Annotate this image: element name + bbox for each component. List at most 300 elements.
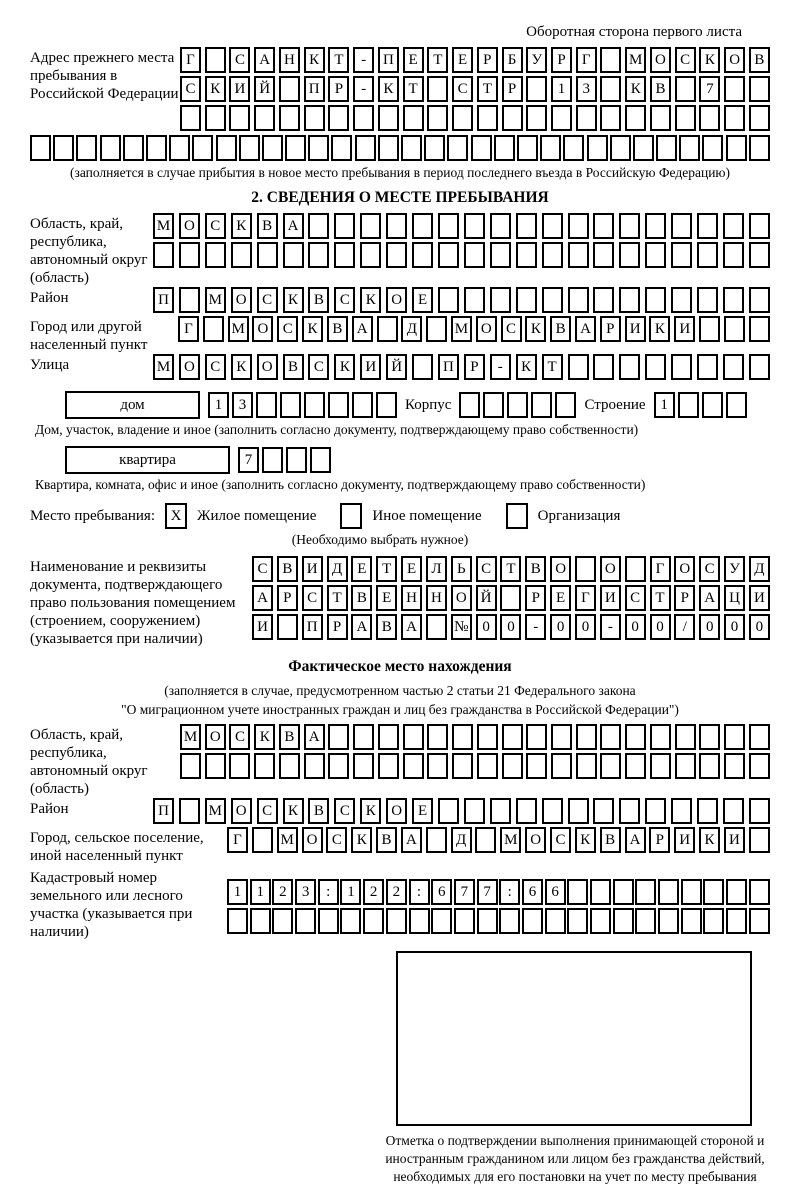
grid-cell[interactable] <box>593 287 614 313</box>
grid-cell[interactable] <box>568 242 589 268</box>
grid-cell[interactable] <box>438 242 459 268</box>
grid-cell[interactable] <box>502 724 523 750</box>
grid-cell[interactable] <box>262 447 283 473</box>
grid-cell[interactable] <box>703 879 724 905</box>
grid-cell[interactable]: 1 <box>208 392 229 418</box>
grid-cell[interactable] <box>378 724 399 750</box>
grid-cell[interactable]: М <box>277 827 298 853</box>
grid-cell[interactable] <box>723 287 744 313</box>
grid-cell[interactable] <box>179 242 200 268</box>
grid-cell[interactable]: 0 <box>699 614 720 640</box>
grid-cell[interactable]: К <box>625 76 646 102</box>
grid-cell[interactable]: С <box>205 213 226 239</box>
grid-cell[interactable] <box>53 135 74 161</box>
grid-cell[interactable]: Т <box>427 47 448 73</box>
grid-cell[interactable] <box>363 908 384 934</box>
grid-cell[interactable] <box>699 724 720 750</box>
grid-cell[interactable]: А <box>625 827 646 853</box>
grid-cell[interactable] <box>452 753 473 779</box>
grid-cell[interactable] <box>545 908 566 934</box>
grid-cell[interactable] <box>635 879 656 905</box>
grid-cell[interactable]: С <box>205 354 226 380</box>
grid-cell[interactable]: Е <box>376 585 397 611</box>
grid-cell[interactable] <box>625 753 646 779</box>
grid-cell[interactable] <box>438 213 459 239</box>
grid-cell[interactable] <box>328 753 349 779</box>
grid-cell[interactable] <box>340 908 361 934</box>
grid-cell[interactable]: Г <box>576 47 597 73</box>
grid-cell[interactable] <box>464 798 485 824</box>
grid-cell[interactable] <box>431 908 452 934</box>
grid-cell[interactable] <box>318 908 339 934</box>
grid-cell[interactable]: С <box>277 316 298 342</box>
grid-cell[interactable] <box>551 105 572 131</box>
grid-cell[interactable] <box>490 213 511 239</box>
grid-cell[interactable]: П <box>153 287 174 313</box>
grid-cell[interactable] <box>650 753 671 779</box>
grid-cell[interactable]: 6 <box>522 879 543 905</box>
grid-cell[interactable] <box>724 105 745 131</box>
grid-cell[interactable]: 0 <box>550 614 571 640</box>
grid-cell[interactable] <box>205 242 226 268</box>
grid-cell[interactable] <box>645 287 666 313</box>
grid-cell[interactable] <box>516 287 537 313</box>
grid-cell[interactable] <box>475 827 496 853</box>
grid-cell[interactable] <box>477 908 498 934</box>
grid-cell[interactable]: П <box>304 76 325 102</box>
grid-cell[interactable]: В <box>525 556 546 582</box>
grid-cell[interactable] <box>726 135 747 161</box>
grid-cell[interactable] <box>587 135 608 161</box>
grid-cell[interactable] <box>531 392 552 418</box>
grid-cell[interactable]: 0 <box>575 614 596 640</box>
grid-cell[interactable]: 1 <box>340 879 361 905</box>
grid-cell[interactable]: Й <box>254 76 275 102</box>
grid-cell[interactable]: 0 <box>625 614 646 640</box>
grid-cell[interactable]: А <box>699 585 720 611</box>
grid-cell[interactable] <box>216 135 237 161</box>
grid-cell[interactable] <box>378 105 399 131</box>
grid-cell[interactable]: Н <box>426 585 447 611</box>
grid-cell[interactable]: К <box>649 316 670 342</box>
grid-cell[interactable] <box>328 724 349 750</box>
grid-cell[interactable] <box>613 879 634 905</box>
grid-cell[interactable]: С <box>252 556 273 582</box>
grid-cell[interactable]: А <box>575 316 596 342</box>
grid-cell[interactable] <box>401 135 422 161</box>
grid-cell[interactable]: М <box>625 47 646 73</box>
grid-cell[interactable] <box>328 392 349 418</box>
grid-cell[interactable] <box>426 316 447 342</box>
grid-cell[interactable] <box>250 908 271 934</box>
grid-cell[interactable] <box>526 76 547 102</box>
grid-cell[interactable]: В <box>351 585 372 611</box>
grid-cell[interactable] <box>360 213 381 239</box>
grid-cell[interactable] <box>409 908 430 934</box>
grid-cell[interactable]: Й <box>476 585 497 611</box>
grid-cell[interactable] <box>675 76 696 102</box>
grid-cell[interactable]: К <box>304 47 325 73</box>
grid-cell[interactable]: С <box>302 585 323 611</box>
grid-cell[interactable]: 3 <box>576 76 597 102</box>
grid-cell[interactable] <box>697 287 718 313</box>
grid-cell[interactable]: И <box>674 827 695 853</box>
grid-cell[interactable]: 1 <box>227 879 248 905</box>
grid-cell[interactable] <box>403 105 424 131</box>
grid-cell[interactable] <box>279 76 300 102</box>
grid-cell[interactable] <box>483 392 504 418</box>
grid-cell[interactable]: К <box>351 827 372 853</box>
grid-cell[interactable]: К <box>283 287 304 313</box>
grid-cell[interactable] <box>360 242 381 268</box>
grid-cell[interactable] <box>703 908 724 934</box>
grid-cell[interactable] <box>471 135 492 161</box>
grid-cell[interactable] <box>555 392 576 418</box>
grid-cell[interactable] <box>645 242 666 268</box>
grid-cell[interactable]: В <box>279 724 300 750</box>
grid-cell[interactable] <box>477 753 498 779</box>
grid-cell[interactable] <box>100 135 121 161</box>
grid-cell[interactable]: Г <box>575 585 596 611</box>
grid-cell[interactable]: Е <box>412 798 433 824</box>
grid-cell[interactable] <box>568 213 589 239</box>
grid-cell[interactable] <box>516 242 537 268</box>
grid-cell[interactable] <box>526 724 547 750</box>
grid-cell[interactable]: В <box>308 798 329 824</box>
grid-cell[interactable]: С <box>334 798 355 824</box>
grid-cell[interactable] <box>285 135 306 161</box>
grid-cell[interactable] <box>568 354 589 380</box>
grid-cell[interactable]: В <box>650 76 671 102</box>
grid-cell[interactable]: Е <box>550 585 571 611</box>
grid-cell[interactable] <box>650 724 671 750</box>
grid-cell[interactable] <box>123 135 144 161</box>
grid-cell[interactable] <box>262 135 283 161</box>
grid-cell[interactable]: О <box>257 354 278 380</box>
grid-cell[interactable]: К <box>699 47 720 73</box>
grid-cell[interactable] <box>295 908 316 934</box>
grid-cell[interactable] <box>464 287 485 313</box>
grid-cell[interactable]: М <box>205 798 226 824</box>
grid-cell[interactable]: 0 <box>724 614 745 640</box>
grid-cell[interactable]: И <box>674 316 695 342</box>
grid-cell[interactable]: О <box>724 47 745 73</box>
grid-cell[interactable] <box>645 354 666 380</box>
grid-cell[interactable] <box>279 105 300 131</box>
grid-cell[interactable] <box>310 447 331 473</box>
grid-cell[interactable]: А <box>351 614 372 640</box>
grid-cell[interactable] <box>179 287 200 313</box>
grid-cell[interactable]: А <box>352 316 373 342</box>
grid-cell[interactable] <box>600 76 621 102</box>
grid-cell[interactable]: 7 <box>477 879 498 905</box>
grid-cell[interactable]: Т <box>327 585 348 611</box>
grid-cell[interactable] <box>452 105 473 131</box>
grid-cell[interactable]: Р <box>674 585 695 611</box>
grid-cell[interactable] <box>679 135 700 161</box>
grid-cell[interactable] <box>146 135 167 161</box>
grid-cell[interactable] <box>452 724 473 750</box>
grid-cell[interactable] <box>749 827 770 853</box>
grid-cell[interactable] <box>438 287 459 313</box>
grid-cell[interactable] <box>180 753 201 779</box>
grid-cell[interactable] <box>153 242 174 268</box>
grid-cell[interactable] <box>424 135 445 161</box>
grid-cell[interactable] <box>477 724 498 750</box>
grid-cell[interactable]: И <box>749 585 770 611</box>
grid-cell[interactable]: 0 <box>476 614 497 640</box>
grid-cell[interactable] <box>252 827 273 853</box>
grid-cell[interactable] <box>454 908 475 934</box>
grid-cell[interactable]: А <box>304 724 325 750</box>
grid-cell[interactable]: О <box>252 316 273 342</box>
grid-cell[interactable]: Т <box>542 354 563 380</box>
grid-cell[interactable]: С <box>257 287 278 313</box>
grid-cell[interactable]: Р <box>502 76 523 102</box>
grid-cell[interactable] <box>522 908 543 934</box>
checkbox-inoe-pomeshchenie[interactable] <box>340 503 362 529</box>
grid-cell[interactable]: Н <box>279 47 300 73</box>
grid-cell[interactable]: П <box>153 798 174 824</box>
grid-cell[interactable]: О <box>205 724 226 750</box>
grid-cell[interactable] <box>526 753 547 779</box>
grid-cell[interactable]: Т <box>328 47 349 73</box>
grid-cell[interactable]: Е <box>351 556 372 582</box>
grid-cell[interactable] <box>724 316 745 342</box>
grid-cell[interactable]: А <box>283 213 304 239</box>
grid-cell[interactable]: С <box>452 76 473 102</box>
grid-cell[interactable]: 7 <box>238 447 259 473</box>
grid-cell[interactable] <box>500 585 521 611</box>
grid-cell[interactable] <box>563 135 584 161</box>
grid-cell[interactable] <box>726 392 747 418</box>
grid-cell[interactable]: 1 <box>250 879 271 905</box>
grid-cell[interactable] <box>625 105 646 131</box>
grid-cell[interactable] <box>645 798 666 824</box>
grid-cell[interactable]: К <box>516 354 537 380</box>
grid-cell[interactable]: О <box>231 798 252 824</box>
grid-cell[interactable]: - <box>600 614 621 640</box>
grid-cell[interactable]: К <box>699 827 720 853</box>
grid-cell[interactable] <box>180 105 201 131</box>
grid-cell[interactable]: С <box>625 585 646 611</box>
grid-cell[interactable]: 2 <box>386 879 407 905</box>
grid-cell[interactable]: 7 <box>699 76 720 102</box>
grid-cell[interactable] <box>699 316 720 342</box>
grid-cell[interactable]: - <box>490 354 511 380</box>
grid-cell[interactable] <box>749 798 770 824</box>
grid-cell[interactable] <box>610 135 631 161</box>
grid-cell[interactable] <box>590 879 611 905</box>
grid-cell[interactable]: С <box>180 76 201 102</box>
grid-cell[interactable]: В <box>749 47 770 73</box>
grid-cell[interactable] <box>675 105 696 131</box>
grid-cell[interactable] <box>619 242 640 268</box>
grid-cell[interactable] <box>681 879 702 905</box>
grid-cell[interactable] <box>192 135 213 161</box>
grid-cell[interactable] <box>724 724 745 750</box>
grid-cell[interactable]: К <box>378 76 399 102</box>
grid-cell[interactable] <box>477 105 498 131</box>
grid-cell[interactable]: П <box>302 614 323 640</box>
grid-cell[interactable] <box>499 908 520 934</box>
grid-cell[interactable] <box>749 724 770 750</box>
grid-cell[interactable] <box>600 105 621 131</box>
grid-cell[interactable] <box>526 105 547 131</box>
grid-cell[interactable] <box>658 908 679 934</box>
grid-cell[interactable]: Г <box>650 556 671 582</box>
grid-cell[interactable]: И <box>252 614 273 640</box>
grid-cell[interactable]: А <box>254 47 275 73</box>
grid-cell[interactable] <box>567 879 588 905</box>
grid-cell[interactable] <box>671 798 692 824</box>
grid-cell[interactable] <box>386 908 407 934</box>
grid-cell[interactable] <box>490 287 511 313</box>
grid-cell[interactable] <box>542 242 563 268</box>
grid-cell[interactable]: С <box>699 556 720 582</box>
grid-cell[interactable]: К <box>283 798 304 824</box>
grid-cell[interactable] <box>726 908 747 934</box>
grid-cell[interactable] <box>76 135 97 161</box>
grid-cell[interactable] <box>427 724 448 750</box>
grid-cell[interactable] <box>656 135 677 161</box>
grid-cell[interactable]: М <box>500 827 521 853</box>
grid-cell[interactable] <box>723 213 744 239</box>
grid-cell[interactable]: 7 <box>454 879 475 905</box>
grid-cell[interactable] <box>671 213 692 239</box>
grid-cell[interactable] <box>205 105 226 131</box>
grid-cell[interactable]: Т <box>650 585 671 611</box>
grid-cell[interactable] <box>376 392 397 418</box>
grid-cell[interactable]: О <box>302 827 323 853</box>
grid-cell[interactable] <box>231 242 252 268</box>
grid-cell[interactable] <box>576 105 597 131</box>
grid-cell[interactable]: В <box>257 213 278 239</box>
grid-cell[interactable] <box>502 105 523 131</box>
grid-cell[interactable]: И <box>302 556 323 582</box>
grid-cell[interactable]: С <box>326 827 347 853</box>
grid-cell[interactable] <box>308 135 329 161</box>
grid-cell[interactable] <box>438 798 459 824</box>
grid-cell[interactable] <box>378 753 399 779</box>
grid-cell[interactable]: О <box>650 47 671 73</box>
grid-cell[interactable] <box>239 135 260 161</box>
grid-cell[interactable] <box>229 105 250 131</box>
grid-cell[interactable]: М <box>205 287 226 313</box>
grid-cell[interactable] <box>723 798 744 824</box>
grid-cell[interactable]: К <box>254 724 275 750</box>
grid-cell[interactable]: Т <box>477 76 498 102</box>
grid-cell[interactable] <box>635 908 656 934</box>
grid-cell[interactable]: К <box>525 316 546 342</box>
grid-cell[interactable] <box>625 556 646 582</box>
grid-cell[interactable] <box>619 798 640 824</box>
grid-cell[interactable] <box>697 213 718 239</box>
grid-cell[interactable]: К <box>575 827 596 853</box>
grid-cell[interactable]: Е <box>412 287 433 313</box>
grid-cell[interactable]: В <box>600 827 621 853</box>
grid-cell[interactable] <box>678 392 699 418</box>
grid-cell[interactable]: А <box>401 614 422 640</box>
grid-cell[interactable] <box>427 76 448 102</box>
grid-cell[interactable] <box>447 135 468 161</box>
grid-cell[interactable] <box>378 135 399 161</box>
grid-cell[interactable] <box>280 392 301 418</box>
grid-cell[interactable]: Й <box>386 354 407 380</box>
grid-cell[interactable]: С <box>675 47 696 73</box>
grid-cell[interactable] <box>272 908 293 934</box>
grid-cell[interactable] <box>179 798 200 824</box>
grid-cell[interactable] <box>517 135 538 161</box>
grid-cell[interactable] <box>277 614 298 640</box>
grid-cell[interactable]: К <box>360 798 381 824</box>
grid-cell[interactable]: Р <box>551 47 572 73</box>
grid-cell[interactable] <box>749 908 770 934</box>
grid-cell[interactable]: И <box>360 354 381 380</box>
grid-cell[interactable] <box>633 135 654 161</box>
grid-cell[interactable]: 2 <box>363 879 384 905</box>
grid-cell[interactable] <box>671 354 692 380</box>
grid-cell[interactable]: К <box>334 354 355 380</box>
grid-cell[interactable]: : <box>318 879 339 905</box>
grid-cell[interactable]: А <box>401 827 422 853</box>
grid-cell[interactable] <box>699 105 720 131</box>
grid-cell[interactable] <box>490 242 511 268</box>
grid-cell[interactable] <box>490 798 511 824</box>
grid-cell[interactable] <box>464 242 485 268</box>
grid-cell[interactable] <box>702 392 723 418</box>
grid-cell[interactable]: В <box>308 287 329 313</box>
grid-cell[interactable]: О <box>386 287 407 313</box>
grid-cell[interactable]: Е <box>401 556 422 582</box>
grid-cell[interactable]: К <box>360 287 381 313</box>
grid-cell[interactable]: 0 <box>650 614 671 640</box>
grid-cell[interactable]: В <box>283 354 304 380</box>
grid-cell[interactable] <box>613 908 634 934</box>
grid-cell[interactable]: О <box>525 827 546 853</box>
grid-cell[interactable] <box>600 47 621 73</box>
grid-cell[interactable]: 6 <box>431 879 452 905</box>
grid-cell[interactable] <box>308 242 329 268</box>
grid-cell[interactable] <box>619 354 640 380</box>
grid-cell[interactable] <box>540 135 561 161</box>
grid-cell[interactable] <box>568 798 589 824</box>
grid-cell[interactable] <box>619 213 640 239</box>
grid-cell[interactable] <box>593 242 614 268</box>
grid-cell[interactable] <box>229 753 250 779</box>
grid-cell[interactable]: С <box>550 827 571 853</box>
grid-cell[interactable]: - <box>353 47 374 73</box>
grid-cell[interactable]: В <box>376 614 397 640</box>
grid-cell[interactable] <box>256 392 277 418</box>
grid-cell[interactable] <box>724 76 745 102</box>
grid-cell[interactable]: А <box>252 585 273 611</box>
grid-cell[interactable]: П <box>378 47 399 73</box>
grid-cell[interactable] <box>403 724 424 750</box>
grid-cell[interactable]: Т <box>403 76 424 102</box>
grid-cell[interactable] <box>203 316 224 342</box>
grid-cell[interactable] <box>169 135 190 161</box>
grid-cell[interactable] <box>681 908 702 934</box>
grid-cell[interactable] <box>286 447 307 473</box>
grid-cell[interactable] <box>724 753 745 779</box>
grid-cell[interactable]: Р <box>649 827 670 853</box>
grid-cell[interactable]: Д <box>451 827 472 853</box>
grid-cell[interactable]: О <box>179 213 200 239</box>
grid-cell[interactable] <box>600 724 621 750</box>
grid-cell[interactable] <box>671 242 692 268</box>
grid-cell[interactable] <box>30 135 51 161</box>
